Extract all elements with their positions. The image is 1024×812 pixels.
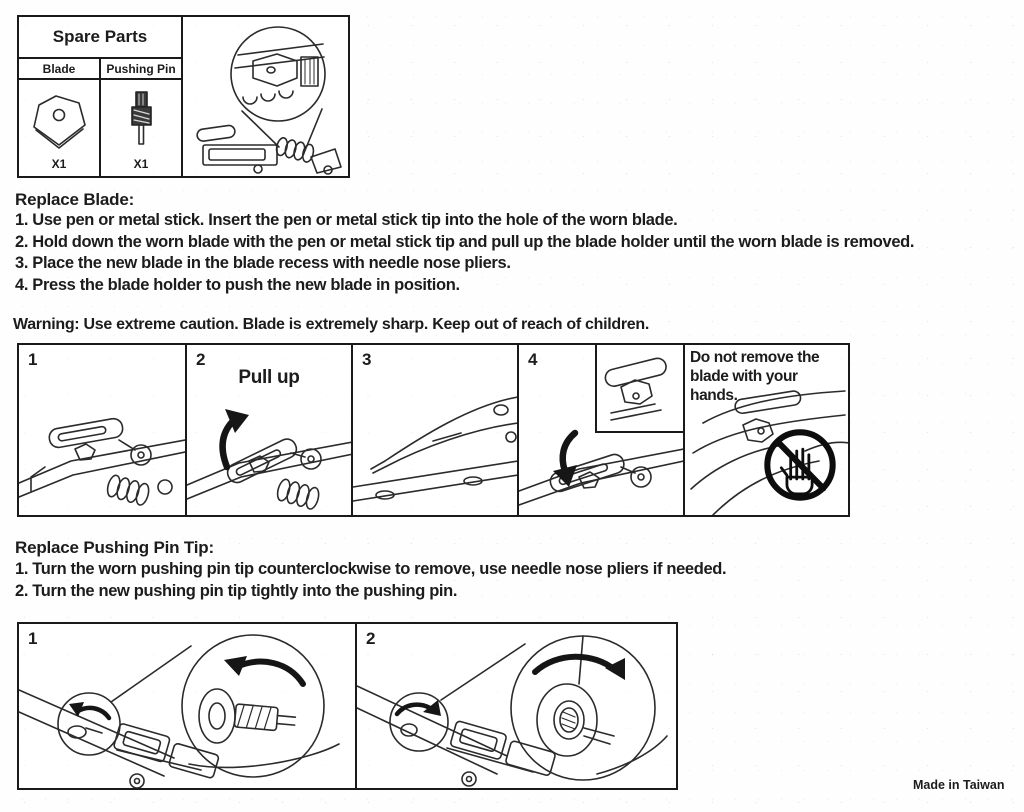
small-cw-arrow-icon <box>397 700 441 716</box>
replace-pin-step-1: 1. Turn the worn pushing pin tip counterclockwise to remove, use needle nose pliers if needed. <box>15 560 727 578</box>
panel-number: 1 <box>28 350 38 369</box>
blade-holder-inset-drawing <box>597 345 681 429</box>
spare-parts-title: Spare Parts <box>19 17 181 59</box>
blade-steps-panel-row <box>17 343 850 517</box>
panel-number: 1 <box>28 629 38 648</box>
column-header-blade: Blade <box>42 61 76 76</box>
replace-pin-heading: Replace Pushing Pin Tip: <box>15 538 214 557</box>
spare-parts-table <box>19 17 183 176</box>
warning-text: Warning: Use extreme caution. Blade is extremely sharp. Keep out of reach of children. <box>13 316 650 333</box>
pin-panel-1 <box>19 624 355 788</box>
tool-closeup-drawing <box>19 345 185 515</box>
panel-number: 3 <box>362 350 372 369</box>
blade-panel-4 <box>517 345 683 515</box>
replace-pin-steps <box>15 559 726 602</box>
unscrew-counterclockwise-drawing <box>19 624 355 788</box>
pin-steps-panel-row <box>17 622 678 790</box>
panel-number: 2 <box>196 350 206 369</box>
ccw-rotation-arrow-icon <box>224 656 303 684</box>
screw-clockwise-drawing <box>357 624 676 788</box>
made-in-label: Made in Taiwan <box>913 778 1005 792</box>
no-hands-icon <box>758 423 842 507</box>
replace-pin-step-2: 2. Turn the new pushing pin tip tightly into the pushing pin. <box>15 581 458 600</box>
spare-parts-cells <box>19 80 181 176</box>
press-down-arrow-icon <box>553 433 577 487</box>
pushing-pin-icon <box>116 88 166 154</box>
replace-blade-step-3: 3. Place the new blade in the blade recess with needle nose pliers. <box>15 254 511 273</box>
replace-blade-step-2: 2. Hold down the worn blade with the pen or metal stick tip and pull up the blade holder until the worn blade is removed. <box>15 232 915 251</box>
small-ccw-arrow-icon <box>69 702 109 718</box>
blade-icon <box>26 88 92 154</box>
replace-blade-step-1: 1. Use pen or metal stick. Insert the pen or metal stick tip into the hole of the worn blade. <box>15 211 678 229</box>
blade-panel-2 <box>185 345 351 515</box>
spare-parts-box <box>17 15 350 178</box>
tool-overview-illustration <box>183 17 348 176</box>
replace-blade-heading: Replace Blade: <box>15 190 135 209</box>
panel-number: 4 <box>528 350 538 369</box>
replace-blade-step-4: 4. Press the blade holder to push the new blade in position. <box>15 275 460 294</box>
pull-up-caption: Pull up <box>238 367 300 388</box>
spare-parts-header-row <box>19 59 181 80</box>
threaded-tip-drawing <box>234 704 296 732</box>
magnified-view-drawing <box>183 17 348 176</box>
blade-cell <box>19 80 99 176</box>
blade-panel-3 <box>351 345 517 515</box>
column-header-pushing-pin: Pushing Pin <box>99 59 181 78</box>
threads-end-view <box>560 708 578 732</box>
pin-panel-2 <box>355 624 676 788</box>
blade-holder-inset <box>595 345 683 433</box>
blade-panel-1 <box>19 345 185 515</box>
panel-number: 2 <box>366 629 376 648</box>
no-hands-panel <box>683 345 848 515</box>
pliers-drawing <box>353 345 517 515</box>
pushing-pin-cell <box>99 80 181 176</box>
no-hands-note: Do not remove the blade with your hands. <box>690 349 820 404</box>
blade-qty: X1 <box>51 157 67 171</box>
pushing-pin-qty: X1 <box>133 157 149 171</box>
replace-blade-steps <box>15 210 914 296</box>
